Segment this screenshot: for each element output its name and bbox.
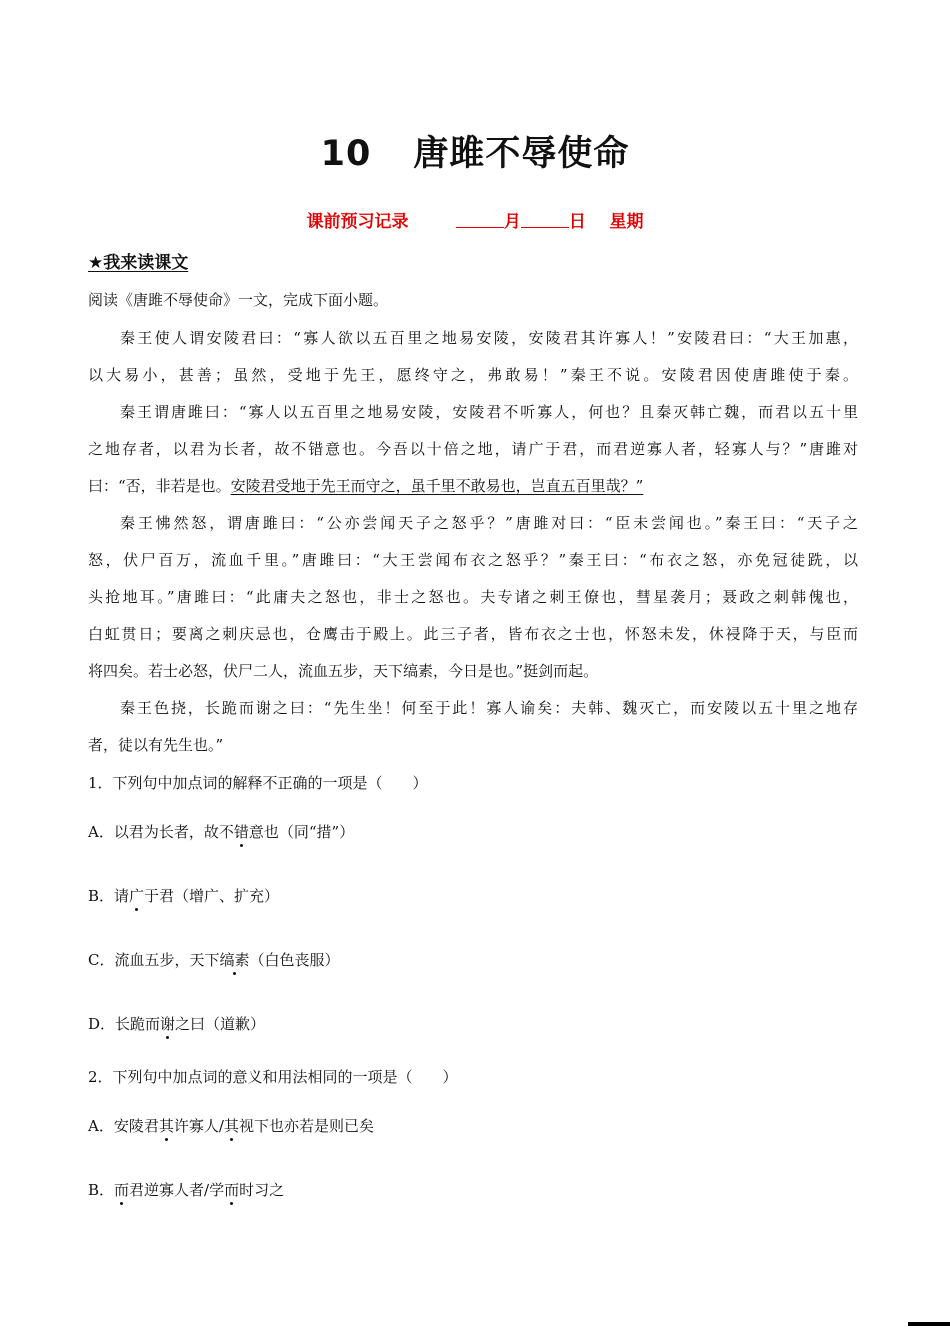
passage-text: 曰：“否，非若是也。 xyxy=(88,477,231,495)
passage-line: 白虹贯日；要离之刺庆忌也，仓鹰击于殿上。此三子者，皆布衣之士也，怀怒未发，休祲降于天，与臣而 xyxy=(88,625,858,643)
record-label: 课前预习记录 xyxy=(306,212,409,232)
day-label: 日 xyxy=(568,212,586,232)
passage-line xyxy=(88,475,643,496)
dotted-word: 错 xyxy=(233,823,249,841)
passage-line: 头抢地耳。”唐雎曰：“此庸夫之怒也，非士之怒也。夫专诸之刺王僚也，彗星袭月；聂政之刺韩傀也， xyxy=(88,588,858,606)
dotted-word: 其 xyxy=(158,1117,174,1135)
question-1-option-d[interactable]: D．长跪而谢之曰（道歉） xyxy=(88,1015,266,1033)
dotted-word: 而 xyxy=(224,1181,240,1199)
dotted-word: 广 xyxy=(129,887,145,905)
lesson-title: 唐雎不辱使命 xyxy=(413,134,630,174)
lesson-number: 10 xyxy=(320,134,372,174)
passage-line: 怒，伏尸百万，流血千里。”唐雎曰：“大王尝闻布衣之怒乎？”秦王曰：“布衣之怒，亦免冠徒跣，以 xyxy=(88,551,858,569)
question-1-option-c[interactable]: C．流血五步，天下缟素（白色丧服） xyxy=(88,951,340,969)
dotted-word: 而 xyxy=(114,1181,130,1199)
dotted-word: 缟素 xyxy=(219,951,250,969)
month-label: 月 xyxy=(503,212,521,232)
passage-line: 秦王怫然怒，谓唐雎曰：“公亦尝闻天子之怒乎？”唐雎对曰：“臣未尝闻也。”秦王曰：“天子之 xyxy=(120,514,858,532)
passage-line: 秦王谓唐雎曰：“寡人以五百里之地易安陵，安陵君不听寡人，何也？且秦灭韩亡魏，而君以五十里 xyxy=(120,403,858,421)
underlined-sentence: 安陵君受地于先王而守之，虽千里不敢易也，岂直五百里哉？” xyxy=(230,477,644,495)
question-1-option-a[interactable]: A．以君为长者，故不错意也（同“措”） xyxy=(88,823,355,841)
preview-record xyxy=(0,207,950,232)
question-2-option-b[interactable]: B．而君逆寡人者/学而时习之 xyxy=(88,1181,285,1199)
passage-line: 将四矣。若士必怒，伏尸二人，流血五步，天下缟素，今日是也。”挺剑而起。 xyxy=(88,662,599,680)
passage-line: 秦王使人谓安陵君曰：“寡人欲以五百里之地易安陵，安陵君其许寡人！”安陵君曰：“大王加惠， xyxy=(120,329,858,347)
section-heading: ★我来读课文 xyxy=(88,253,189,273)
page-title xyxy=(0,126,950,176)
passage-line: 之地存者，以君为长者，故不错意也。今吾以十倍之地，请广于君，而君逆寡人者，轻寡人与？”唐雎对 xyxy=(88,440,858,458)
question-2-stem: 2．下列句中加点词的意义和用法相同的一项是（ ） xyxy=(88,1068,458,1086)
month-blank[interactable] xyxy=(456,213,504,228)
dotted-word: 谢 xyxy=(160,1015,176,1033)
question-2-option-a[interactable]: A．安陵君其许寡人/其视下也亦若是则已矣 xyxy=(88,1117,374,1135)
passage-line: 秦王色挠，长跪而谢之曰：“先生坐！何至于此！寡人谕矣：夫韩、魏灭亡，而安陵以五十里之地存 xyxy=(120,699,858,717)
page-corner-mark xyxy=(908,1322,950,1326)
question-1-stem: 1．下列句中加点词的解释不正确的一项是（ ） xyxy=(88,774,428,792)
weekday-label: 星期 xyxy=(609,212,644,232)
day-blank[interactable] xyxy=(521,213,569,228)
passage-line: 者，徒以有先生也。” xyxy=(88,736,224,754)
intro-text: 阅读《唐雎不辱使命》一文，完成下面小题。 xyxy=(88,291,389,309)
dotted-word: 其 xyxy=(223,1117,239,1135)
question-1-option-b[interactable]: B．请广于君（增广、扩充） xyxy=(88,887,280,905)
passage-line: 以大易小，甚善；虽然，受地于先王，愿终守之，弗敢易！”秦王不说。安陵君因使唐雎使于秦。 xyxy=(88,366,858,384)
